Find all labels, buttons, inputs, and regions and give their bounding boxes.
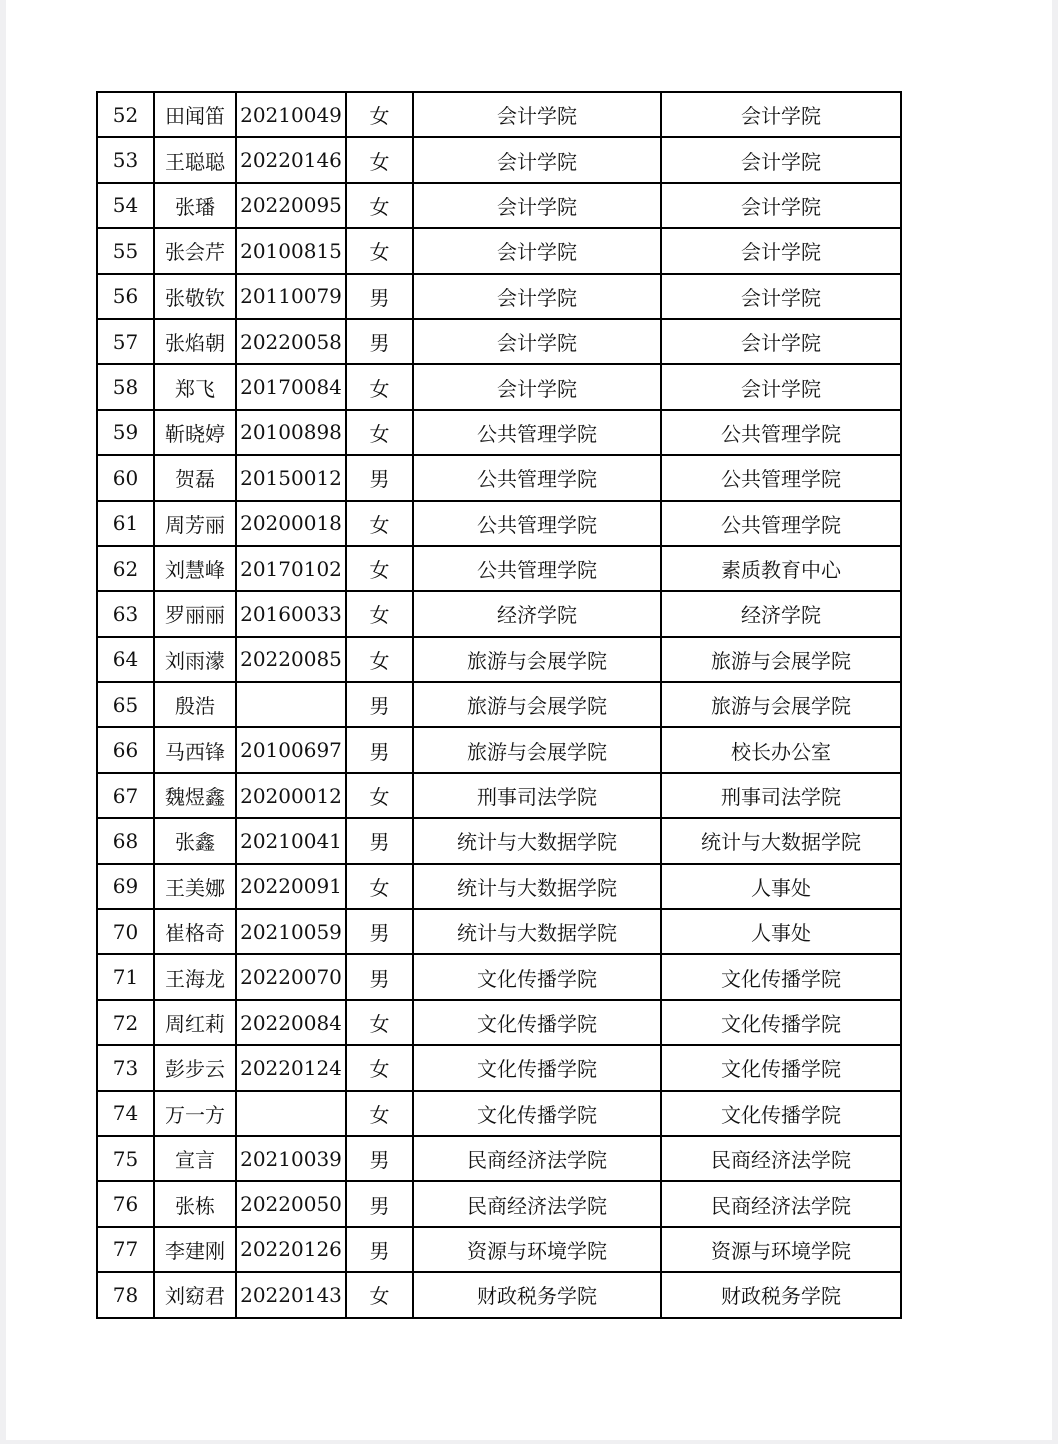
table-row xyxy=(97,909,901,954)
gender-cell: 女 xyxy=(346,773,413,818)
work-unit-cell: 财政税务学院 xyxy=(661,1272,901,1317)
gender-cell: 男 xyxy=(346,274,413,319)
work-unit-cell: 校长办公室 xyxy=(661,727,901,772)
gender-cell: 男 xyxy=(346,1136,413,1181)
gender-cell: 女 xyxy=(346,546,413,591)
gender-cell: 女 xyxy=(346,591,413,636)
employee-id-cell: 20220126 xyxy=(236,1227,346,1272)
row-number-cell: 57 xyxy=(97,319,154,364)
person-name-cell: 殷浩 xyxy=(154,682,236,727)
work-unit-cell: 文化传播学院 xyxy=(661,1045,901,1090)
department-cell: 会计学院 xyxy=(413,274,661,319)
work-unit-cell: 会计学院 xyxy=(661,137,901,182)
department-cell: 公共管理学院 xyxy=(413,546,661,591)
work-unit-cell: 会计学院 xyxy=(661,364,901,409)
gender-cell: 男 xyxy=(346,455,413,500)
person-name-cell: 周红莉 xyxy=(154,1000,236,1045)
table-row xyxy=(97,591,901,636)
department-cell: 会计学院 xyxy=(413,92,661,137)
table-row xyxy=(97,274,901,319)
person-name-cell: 李建刚 xyxy=(154,1227,236,1272)
work-unit-cell: 会计学院 xyxy=(661,319,901,364)
row-number-cell: 53 xyxy=(97,137,154,182)
department-cell: 会计学院 xyxy=(413,319,661,364)
person-name-cell: 彭步云 xyxy=(154,1045,236,1090)
employee-id-cell: 20220070 xyxy=(236,954,346,999)
person-name-cell: 马西锋 xyxy=(154,727,236,772)
table-row xyxy=(97,546,901,591)
person-name-cell: 罗丽丽 xyxy=(154,591,236,636)
row-number-cell: 75 xyxy=(97,1136,154,1181)
table-row xyxy=(97,364,901,409)
department-cell: 公共管理学院 xyxy=(413,455,661,500)
row-number-cell: 66 xyxy=(97,727,154,772)
row-number-cell: 68 xyxy=(97,818,154,863)
person-name-cell: 张会芹 xyxy=(154,228,236,273)
employee-id-cell: 20210041 xyxy=(236,818,346,863)
staff-table xyxy=(96,91,902,1319)
table-row xyxy=(97,410,901,455)
work-unit-cell: 文化传播学院 xyxy=(661,954,901,999)
department-cell: 公共管理学院 xyxy=(413,501,661,546)
gender-cell: 女 xyxy=(346,1045,413,1090)
gender-cell: 女 xyxy=(346,228,413,273)
row-number-cell: 65 xyxy=(97,682,154,727)
work-unit-cell: 文化传播学院 xyxy=(661,1091,901,1136)
table-row xyxy=(97,319,901,364)
gender-cell: 男 xyxy=(346,727,413,772)
person-name-cell: 张鑫 xyxy=(154,818,236,863)
work-unit-cell: 经济学院 xyxy=(661,591,901,636)
employee-id-cell: 20220084 xyxy=(236,1000,346,1045)
employee-id-cell: 20220146 xyxy=(236,137,346,182)
person-name-cell: 靳晓婷 xyxy=(154,410,236,455)
gender-cell: 男 xyxy=(346,818,413,863)
department-cell: 刑事司法学院 xyxy=(413,773,661,818)
department-cell: 文化传播学院 xyxy=(413,1045,661,1090)
row-number-cell: 54 xyxy=(97,183,154,228)
gender-cell: 女 xyxy=(346,410,413,455)
work-unit-cell: 人事处 xyxy=(661,909,901,954)
row-number-cell: 62 xyxy=(97,546,154,591)
work-unit-cell: 民商经济法学院 xyxy=(661,1181,901,1226)
table-row xyxy=(97,1000,901,1045)
person-name-cell: 周芳丽 xyxy=(154,501,236,546)
employee-id-cell: 20220050 xyxy=(236,1181,346,1226)
employee-id-cell: 20210049 xyxy=(236,92,346,137)
employee-id-cell: 20210039 xyxy=(236,1136,346,1181)
row-number-cell: 56 xyxy=(97,274,154,319)
table-row xyxy=(97,183,901,228)
gender-cell: 男 xyxy=(346,1227,413,1272)
gender-cell: 女 xyxy=(346,1272,413,1317)
gender-cell: 女 xyxy=(346,137,413,182)
person-name-cell: 张焰朝 xyxy=(154,319,236,364)
person-name-cell: 王美娜 xyxy=(154,864,236,909)
person-name-cell: 王海龙 xyxy=(154,954,236,999)
gender-cell: 女 xyxy=(346,92,413,137)
employee-id-cell: 20210059 xyxy=(236,909,346,954)
work-unit-cell: 会计学院 xyxy=(661,92,901,137)
person-name-cell: 张璠 xyxy=(154,183,236,228)
department-cell: 文化传播学院 xyxy=(413,954,661,999)
department-cell: 统计与大数据学院 xyxy=(413,818,661,863)
row-number-cell: 55 xyxy=(97,228,154,273)
gender-cell: 男 xyxy=(346,909,413,954)
work-unit-cell: 会计学院 xyxy=(661,228,901,273)
person-name-cell: 刘窈君 xyxy=(154,1272,236,1317)
department-cell: 经济学院 xyxy=(413,591,661,636)
row-number-cell: 71 xyxy=(97,954,154,999)
gender-cell: 女 xyxy=(346,864,413,909)
gender-cell: 女 xyxy=(346,364,413,409)
work-unit-cell: 素质教育中心 xyxy=(661,546,901,591)
employee-id-cell: 20220091 xyxy=(236,864,346,909)
table-body xyxy=(97,92,901,1318)
gender-cell: 男 xyxy=(346,319,413,364)
person-name-cell: 魏煜鑫 xyxy=(154,773,236,818)
row-number-cell: 67 xyxy=(97,773,154,818)
work-unit-cell: 统计与大数据学院 xyxy=(661,818,901,863)
employee-id-cell: 20100815 xyxy=(236,228,346,273)
gender-cell: 男 xyxy=(346,1181,413,1226)
table-row xyxy=(97,1091,901,1136)
table-row xyxy=(97,501,901,546)
employee-id-cell: 20220085 xyxy=(236,637,346,682)
person-name-cell: 贺磊 xyxy=(154,455,236,500)
row-number-cell: 59 xyxy=(97,410,154,455)
table-row xyxy=(97,682,901,727)
employee-id-cell: 20160033 xyxy=(236,591,346,636)
row-number-cell: 63 xyxy=(97,591,154,636)
department-cell: 民商经济法学院 xyxy=(413,1181,661,1226)
employee-id-cell: 20220124 xyxy=(236,1045,346,1090)
department-cell: 旅游与会展学院 xyxy=(413,637,661,682)
person-name-cell: 崔格奇 xyxy=(154,909,236,954)
row-number-cell: 60 xyxy=(97,455,154,500)
person-name-cell: 张栋 xyxy=(154,1181,236,1226)
row-number-cell: 52 xyxy=(97,92,154,137)
gender-cell: 女 xyxy=(346,1091,413,1136)
department-cell: 民商经济法学院 xyxy=(413,1136,661,1181)
employee-id-cell xyxy=(236,1091,346,1136)
table-row xyxy=(97,727,901,772)
department-cell: 资源与环境学院 xyxy=(413,1227,661,1272)
table-row xyxy=(97,773,901,818)
department-cell: 文化传播学院 xyxy=(413,1091,661,1136)
table-row xyxy=(97,954,901,999)
row-number-cell: 70 xyxy=(97,909,154,954)
work-unit-cell: 会计学院 xyxy=(661,274,901,319)
row-number-cell: 58 xyxy=(97,364,154,409)
person-name-cell: 王聪聪 xyxy=(154,137,236,182)
person-name-cell: 刘雨濛 xyxy=(154,637,236,682)
department-cell: 会计学院 xyxy=(413,228,661,273)
department-cell: 财政税务学院 xyxy=(413,1272,661,1317)
table-row xyxy=(97,1181,901,1226)
work-unit-cell: 刑事司法学院 xyxy=(661,773,901,818)
work-unit-cell: 旅游与会展学院 xyxy=(661,637,901,682)
table-row xyxy=(97,228,901,273)
table-row xyxy=(97,1227,901,1272)
table-row xyxy=(97,137,901,182)
department-cell: 文化传播学院 xyxy=(413,1000,661,1045)
work-unit-cell: 资源与环境学院 xyxy=(661,1227,901,1272)
employee-id-cell xyxy=(236,682,346,727)
employee-id-cell: 20100898 xyxy=(236,410,346,455)
work-unit-cell: 公共管理学院 xyxy=(661,410,901,455)
work-unit-cell: 公共管理学院 xyxy=(661,455,901,500)
row-number-cell: 61 xyxy=(97,501,154,546)
gender-cell: 女 xyxy=(346,637,413,682)
gender-cell: 男 xyxy=(346,682,413,727)
person-name-cell: 田闻笛 xyxy=(154,92,236,137)
department-cell: 统计与大数据学院 xyxy=(413,909,661,954)
table-row xyxy=(97,455,901,500)
department-cell: 会计学院 xyxy=(413,364,661,409)
gender-cell: 女 xyxy=(346,501,413,546)
gender-cell: 女 xyxy=(346,183,413,228)
department-cell: 旅游与会展学院 xyxy=(413,727,661,772)
employee-id-cell: 20100697 xyxy=(236,727,346,772)
row-number-cell: 72 xyxy=(97,1000,154,1045)
gender-cell: 女 xyxy=(346,1000,413,1045)
document-page xyxy=(6,0,1052,1440)
department-cell: 旅游与会展学院 xyxy=(413,682,661,727)
row-number-cell: 74 xyxy=(97,1091,154,1136)
table-row xyxy=(97,92,901,137)
person-name-cell: 郑飞 xyxy=(154,364,236,409)
table-row xyxy=(97,864,901,909)
employee-id-cell: 20200018 xyxy=(236,501,346,546)
person-name-cell: 刘慧峰 xyxy=(154,546,236,591)
gender-cell: 男 xyxy=(346,954,413,999)
employee-id-cell: 20150012 xyxy=(236,455,346,500)
row-number-cell: 78 xyxy=(97,1272,154,1317)
work-unit-cell: 旅游与会展学院 xyxy=(661,682,901,727)
employee-id-cell: 20220143 xyxy=(236,1272,346,1317)
person-name-cell: 宣言 xyxy=(154,1136,236,1181)
table-row xyxy=(97,818,901,863)
department-cell: 会计学院 xyxy=(413,137,661,182)
employee-id-cell: 20170084 xyxy=(236,364,346,409)
employee-id-cell: 20220095 xyxy=(236,183,346,228)
person-name-cell: 万一方 xyxy=(154,1091,236,1136)
department-cell: 公共管理学院 xyxy=(413,410,661,455)
work-unit-cell: 会计学院 xyxy=(661,183,901,228)
person-name-cell: 张敬钦 xyxy=(154,274,236,319)
row-number-cell: 69 xyxy=(97,864,154,909)
table-row xyxy=(97,1136,901,1181)
employee-id-cell: 20170102 xyxy=(236,546,346,591)
table-row xyxy=(97,1272,901,1317)
work-unit-cell: 文化传播学院 xyxy=(661,1000,901,1045)
department-cell: 统计与大数据学院 xyxy=(413,864,661,909)
table-row xyxy=(97,637,901,682)
row-number-cell: 73 xyxy=(97,1045,154,1090)
employee-id-cell: 20110079 xyxy=(236,274,346,319)
work-unit-cell: 公共管理学院 xyxy=(661,501,901,546)
row-number-cell: 64 xyxy=(97,637,154,682)
work-unit-cell: 民商经济法学院 xyxy=(661,1136,901,1181)
employee-id-cell: 20220058 xyxy=(236,319,346,364)
work-unit-cell: 人事处 xyxy=(661,864,901,909)
row-number-cell: 76 xyxy=(97,1181,154,1226)
row-number-cell: 77 xyxy=(97,1227,154,1272)
employee-id-cell: 20200012 xyxy=(236,773,346,818)
table-row xyxy=(97,1045,901,1090)
department-cell: 会计学院 xyxy=(413,183,661,228)
